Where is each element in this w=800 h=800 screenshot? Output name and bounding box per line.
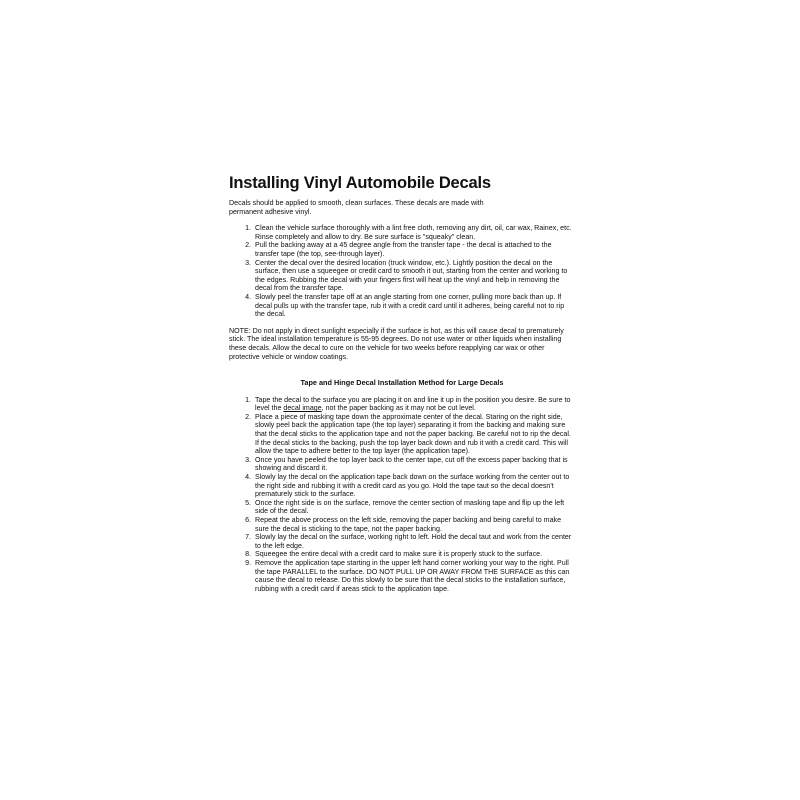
section-heading: Tape and Hinge Decal Installation Method for Large Decals xyxy=(300,378,504,388)
basic-steps-list xyxy=(229,224,575,319)
list-item: 3. Center the decal over the desired location (truck window, etc.). Lightly position the decal on the surface, then use a squeegee or credit card to smooth it out, starting from the center and working to the edges. Rubbing the decal with your fingers first will heat up the vinyl and help in removing the decal from the transfer tape. xyxy=(253,259,575,293)
list-item: 4. Slowly lay the decal on the application tape back down on the surface working from the center out to the right side and rubbing it with a credit card as you go. Hold the tape taut so the decal doesn't prematurely stick to the surface. xyxy=(253,473,575,499)
list-item: 6. Repeat the above process on the left side, removing the paper backing and being careful to make sure the decal is sticking to the tape, not the paper backing. xyxy=(253,516,575,533)
step-text: , not the paper backing as it may not be cut level. xyxy=(321,404,476,413)
list-item: 4. Slowly peel the transfer tape off at an angle starting from one corner, pulling more back than up. If decal pulls up with the transfer tape, rub it with a credit card until it adheres, being careful not to rip the decal. xyxy=(253,293,575,319)
list-item: 7. Slowly lay the decal on the surface, working right to left. Hold the decal taut and work from the center to the left edge. xyxy=(253,533,575,550)
list-item: 5. Once the right side is on the surface, remove the center section of masking tape and flip up the left side of the decal. xyxy=(253,499,575,516)
underlined-text: decal image xyxy=(283,404,322,413)
list-item: 9. Remove the application tape starting in the upper left hand corner working your way to the right. Pull the tape PARALLEL to the surface. DO NOT PULL UP OR AWAY FROM THE SURFACE as this can cause the decal to release. Do this slowly to be sure that the decal sticks to the installation surface, rubbing with a credit card if areas stick to the application tape. xyxy=(253,559,575,593)
note-paragraph: NOTE: Do not apply in direct sunlight especially if the surface is hot, as this will cause decal to prematurely stick. The ideal installation temperature is 55-95 degrees. Do not use water or other liquids when installing these decals. Allow the decal to cure on the vehicle for two weeks before reapplying car wax or other protective vehicle or window coatings. xyxy=(229,326,564,361)
document-title: Installing Vinyl Automobile Decals xyxy=(229,174,491,192)
intro-paragraph: Decals should be applied to smooth, clean surfaces. These decals are made with permanent adhesive vinyl. xyxy=(229,199,484,216)
list-item: 1. Clean the vehicle surface thoroughly with a lint free cloth, removing any dirt, oil, car wax, Rainex, etc. Rinse completely and allow to dry. Be sure surface is "squeaky" clean. xyxy=(253,224,575,241)
step-text: Tape the decal to the surface you are placing it on and line it up in the position you desire. Be sure to level the xyxy=(255,395,571,413)
list-item: 2. Pull the backing away at a 45 degree angle from the transfer tape - the decal is attached to the transfer tape (the top, see-through layer). xyxy=(253,241,575,258)
list-item xyxy=(253,396,575,413)
list-item: 3. Once you have peeled the top layer back to the center tape, cut off the excess paper backing that is showing and discard it. xyxy=(253,456,575,473)
large-decal-steps-list xyxy=(229,396,575,594)
list-item: 8. Squeegee the entire decal with a credit card to make sure it is properly stuck to the surface. xyxy=(253,550,575,559)
document-page xyxy=(229,173,575,593)
list-item: 2. Place a piece of masking tape down the approximate center of the decal. Staring on the right side, slowly peel back the application tape (the top layer) separating it from the backing and making sure that the decal sticks to the application tape and not the paper backing. Be careful not to rip the decal. If the decal sticks to the backing, push the top layer back down and rub it with a credit card. This will allow the tape to adhere better to the top layer (the application tape). xyxy=(253,413,575,456)
